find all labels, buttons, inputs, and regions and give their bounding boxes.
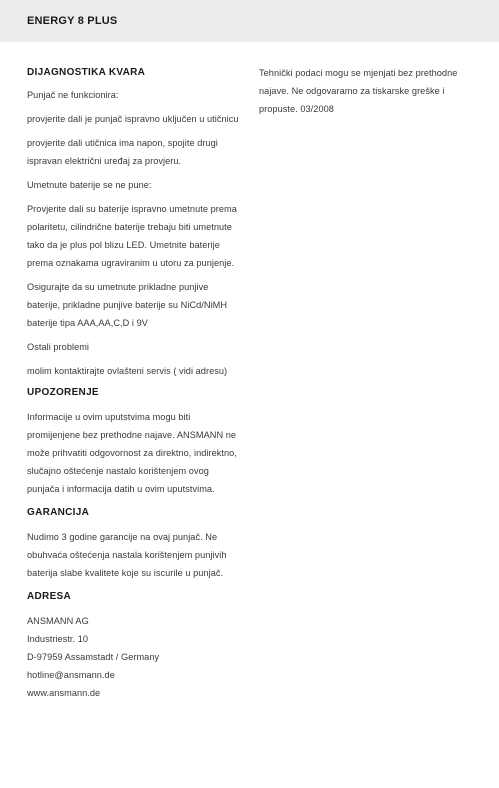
page-header (0, 0, 499, 42)
website: www.ansmann.de (27, 688, 101, 698)
diagnostics-paragraph: Punjač ne funkcionira: (27, 90, 119, 100)
text-line: propuste. 03/2008 (259, 104, 334, 114)
diagnostics-paragraph: Ostali problemi (27, 342, 90, 352)
street-address: Industriestr. 10 (27, 634, 89, 644)
warning-heading: UPOZORENJE (27, 387, 99, 398)
diagnostics-paragraph (27, 278, 247, 332)
diagnostics-paragraph: provjerite dali je punjač ispravno uključen u utičnicu (27, 114, 239, 124)
hotline-email: hotline@ansmann.de (27, 670, 115, 680)
diagnostics-paragraph (27, 134, 247, 170)
diagnostics-heading: DIJAGNOSTIKA KVARA (27, 67, 146, 78)
document-title: ENERGY 8 PLUS (27, 15, 118, 27)
warning-paragraph (27, 408, 247, 498)
text-line: ispravan električni uređaj za provjeru. (27, 156, 182, 166)
right-column (259, 64, 474, 118)
text-line: Informacije u ovim uputstvima mogu biti (27, 412, 191, 422)
company-name: ANSMANN AG (27, 616, 89, 626)
diagnostics-paragraph (27, 200, 247, 272)
text-line: promijenjene bez prethodne najave. ANSMANN ne (27, 430, 237, 440)
technical-note-paragraph (259, 64, 474, 118)
address-block (27, 612, 247, 702)
left-column (27, 64, 247, 702)
address-heading: ADRESA (27, 591, 72, 602)
text-line: prema oznakama ugraviranim u utoru za punjenje. (27, 258, 235, 268)
text-line: provjerite dali utičnica ima napon, spojite drugi (27, 138, 218, 148)
text-line: tako da je plus pol blizu LED. Umetnite baterije (27, 240, 220, 250)
text-line: baterija slabe kvalitete koje su iscurile u punjač. (27, 568, 224, 578)
text-line: Osigurajte da su umetnute prikladne punjive (27, 282, 209, 292)
text-line: najave. Ne odgovaramo za tiskarske greške i (259, 86, 445, 96)
city-country: D-97959 Assamstadt / Germany (27, 652, 160, 662)
text-line: obuhvaća oštećenja nastala korištenjem punjivih (27, 550, 227, 560)
text-line: baterije tipa AAA,AA,C,D i 9V (27, 318, 148, 328)
warranty-heading: GARANCIJA (27, 507, 90, 518)
text-line: Tehnički podaci mogu se mjenjati bez prethodne (259, 68, 458, 78)
diagnostics-paragraph: molim kontaktirajte ovlašteni servis ( vidi adresu) (27, 366, 228, 376)
warranty-paragraph (27, 528, 247, 582)
text-line: slučajno oštećenje nastalo korištenjem ovog (27, 466, 209, 476)
text-line: baterije, prikladne punjive baterije su NiCd/NiMH (27, 300, 228, 310)
diagnostics-paragraph: Umetnute baterije se ne pune: (27, 180, 152, 190)
text-line: Provjerite dali su baterije ispravno umetnute prema (27, 204, 237, 214)
text-line: Nudimo 3 godine garancije na ovaj punjač. Ne (27, 532, 218, 542)
text-line: može prihvatiti odgovornost za direktno, indirektno, (27, 448, 237, 458)
text-line: polaritetu, cilindrične baterije trebaju biti umetnute (27, 222, 232, 232)
text-line: punjača i informacija datih u ovim uputstvima. (27, 484, 215, 494)
